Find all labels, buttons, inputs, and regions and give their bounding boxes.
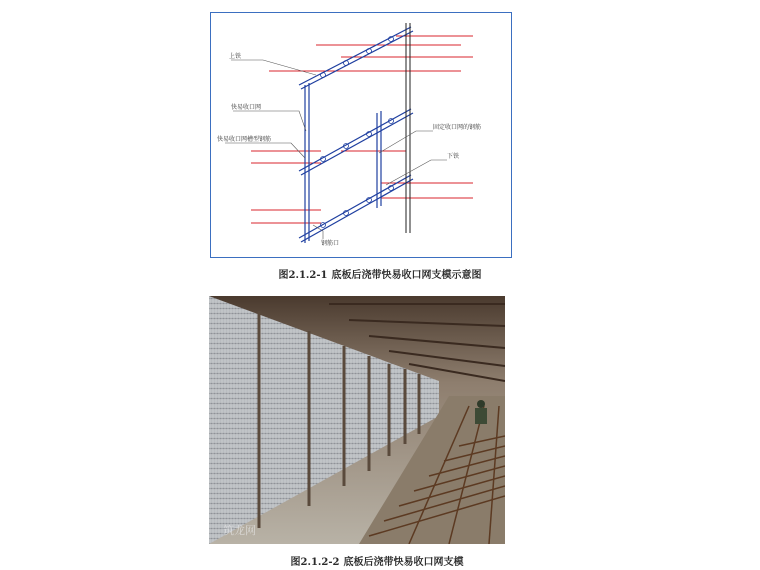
photo-watermark: 筑龙网 <box>223 524 256 537</box>
mesh-clips <box>321 37 394 228</box>
formwork-diagram <box>211 13 513 259</box>
caption-number-1: 图2.1.2-1 <box>278 270 328 281</box>
label-lower-rebar: 下铁 <box>447 153 460 160</box>
label-quick-mesh: 快易收口网 <box>231 104 262 111</box>
caption-number-2: 图2.1.2-2 <box>290 557 340 568</box>
figure-caption-2 <box>0 553 757 568</box>
fixing-bars <box>406 23 410 233</box>
caption-text-2: 底板后浇带快易收口网支模 <box>343 557 464 568</box>
diagram-figure <box>210 12 512 258</box>
leader-lines <box>225 60 447 239</box>
label-mesh-stiffener: 快易收口网槽型钢筋 <box>217 136 272 143</box>
label-fixing-rebar: 固定收口网的钢筋 <box>433 124 482 131</box>
label-steel-plate: 钢筋口 <box>321 240 340 247</box>
label-upper-rebar: 上铁 <box>229 53 242 60</box>
figure-caption-1 <box>0 266 760 281</box>
caption-text-1: 底板后浇带快易收口网支模示意图 <box>331 270 482 281</box>
site-photo <box>209 296 505 544</box>
site-photo-illustration <box>209 296 505 544</box>
